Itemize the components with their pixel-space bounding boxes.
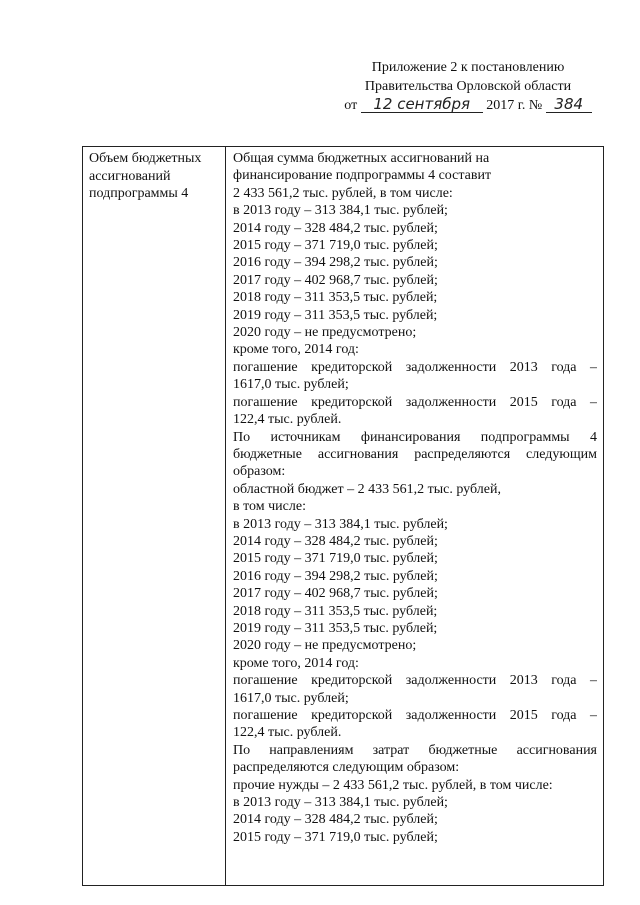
right-cell-line: По источникам финансирования подпрограммы 4 [233, 429, 597, 445]
date-prefix: от [344, 98, 358, 113]
right-cell-line: 2015 году – 371 719,0 тыс. рублей; [233, 829, 438, 845]
right-cell-line: 2014 году – 328 484,2 тыс. рублей; [233, 220, 438, 236]
header-date-line [338, 96, 598, 115]
right-cell-line: 2014 году – 328 484,2 тыс. рублей; [233, 533, 438, 549]
right-cell-line: в том числе: [233, 499, 306, 515]
right-cell-line: погашение кредиторской задолженности 2015 года – [233, 708, 597, 723]
right-cell-line: 2016 году – 394 298,2 тыс. рублей; [233, 255, 438, 271]
left-cell-line: Объем бюджетных [89, 151, 202, 166]
right-cell-line: в 2013 году – 313 384,1 тыс. рублей; [233, 795, 448, 811]
right-cell-line: 2014 году – 328 484,2 тыс. рублей; [233, 812, 438, 828]
right-cell-line: образом: [233, 464, 286, 480]
column-divider [225, 147, 226, 885]
right-cell-line: 2 433 561,2 тыс. рублей, в том числе: [233, 185, 453, 201]
right-cell-line: 2015 году – 371 719,0 тыс. рублей; [233, 551, 438, 567]
header-line-government: Правительства Орловской области [364, 79, 572, 94]
left-cell-line: ассигнований [89, 168, 171, 184]
table-right-cell [233, 150, 597, 846]
handwritten-date: 12 сентября [361, 96, 483, 113]
right-cell-line: бюджетные ассигнования распределяются следующим [233, 446, 597, 462]
right-cell-line: 122,4 тыс. рублей. [233, 412, 342, 428]
right-cell-line: 1617,0 тыс. рублей; [233, 690, 349, 706]
right-cell-line: 2018 году – 311 353,5 тыс. рублей; [233, 603, 438, 619]
right-cell-line: погашение кредиторской задолженности 2015 года – [233, 394, 597, 410]
right-cell-line: 122,4 тыс. рублей. [233, 725, 342, 741]
document-header [338, 58, 598, 115]
budget-table [82, 146, 604, 886]
left-cell-line: подпрограммы 4 [89, 186, 189, 201]
right-cell-line: кроме того, 2014 год: [233, 655, 359, 671]
date-suffix: 2017 г. № [486, 98, 543, 113]
right-cell-line: 2019 году – 311 353,5 тыс. рублей; [233, 307, 438, 323]
right-cell-line: в 2013 году – 313 384,1 тыс. рублей; [233, 203, 448, 219]
right-cell-line: 2016 году – 394 298,2 тыс. рублей; [233, 568, 438, 584]
right-cell-line: в 2013 году – 313 384,1 тыс. рублей; [233, 516, 448, 532]
handwritten-number: 384 [546, 96, 592, 113]
right-cell-line: 2019 году – 311 353,5 тыс. рублей; [233, 620, 438, 636]
right-cell-line: 2018 году – 311 353,5 тыс. рублей; [233, 290, 438, 306]
table-left-cell [89, 150, 223, 203]
right-cell-line: погашение кредиторской задолженности 2013 года – [233, 673, 597, 689]
right-cell-line: 2017 году – 402 968,7 тыс. рублей; [233, 586, 438, 602]
right-cell-line: 1617,0 тыс. рублей; [233, 377, 349, 393]
right-cell-line: 2020 году – не предусмотрено; [233, 638, 417, 654]
right-cell-line: областной бюджет – 2 433 561,2 тыс. рублей, [233, 481, 501, 497]
right-cell-line: погашение кредиторской задолженности 2013 года – [233, 359, 597, 375]
right-cell-line: кроме того, 2014 год: [233, 342, 359, 358]
right-cell-line: 2020 году – не предусмотрено; [233, 325, 417, 341]
right-cell-line: 2015 году – 371 719,0 тыс. рублей; [233, 238, 438, 254]
right-cell-line: финансирование подпрограммы 4 составит [233, 168, 492, 184]
right-cell-line: 2017 году – 402 968,7 тыс. рублей; [233, 272, 438, 288]
right-cell-line: прочие нужды – 2 433 561,2 тыс. рублей, в том числе: [233, 777, 553, 793]
right-cell-line: распределяются следующим образом: [233, 760, 460, 776]
header-line-appendix: Приложение 2 к постановлению [371, 60, 565, 75]
right-cell-line: По направлениям затрат бюджетные ассигнования [233, 742, 597, 758]
right-cell-line: Общая сумма бюджетных ассигнований на [233, 151, 490, 166]
